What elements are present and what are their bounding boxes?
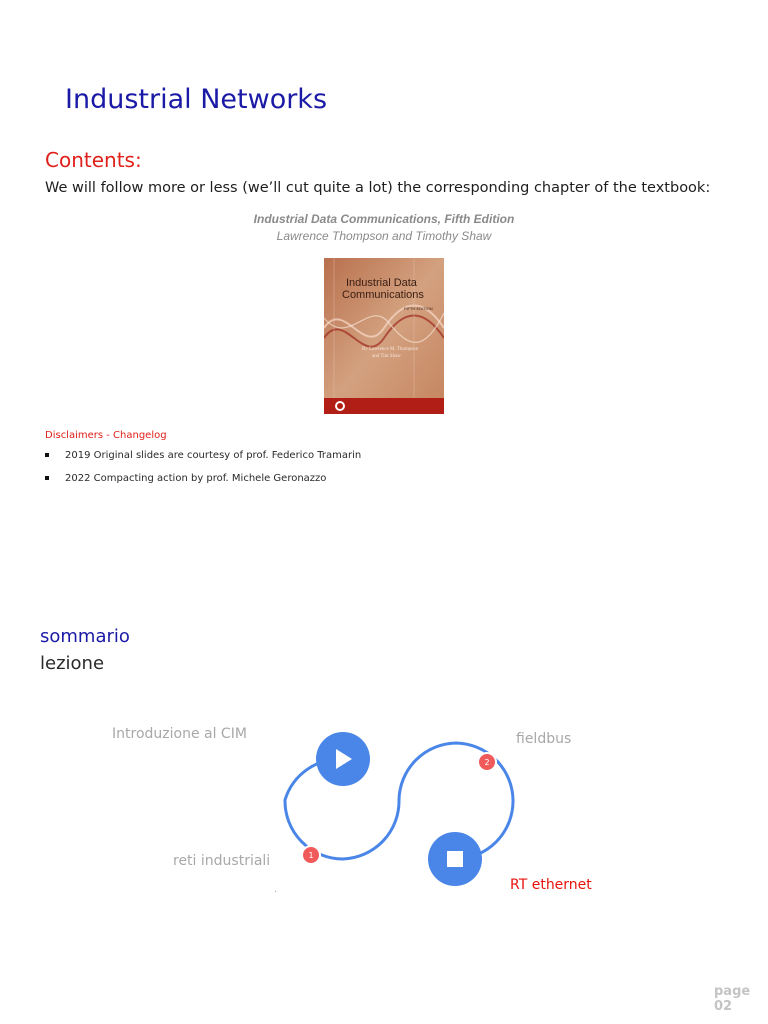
cover-authors-line1: By Lawrence M. Thompson <box>362 347 419 352</box>
disclaimers-list <box>45 450 361 496</box>
page-word: page <box>714 984 751 999</box>
badge-2 <box>478 753 496 771</box>
cover-title-line2: Communications <box>342 289 424 301</box>
label-fieldbus: fieldbus <box>516 731 572 747</box>
page-digits: 02 <box>714 999 733 1014</box>
badge-1 <box>302 846 320 864</box>
disclaimers-heading: Disclaimers - Changelog <box>45 430 167 441</box>
book-cover-image <box>324 258 444 414</box>
badge-2-label: 2 <box>484 758 490 767</box>
intro-text: We will follow more or less (we’ll cut quite a lot) the corresponding chapter of the textbook: <box>45 180 711 196</box>
contents-heading: Contents: <box>45 148 142 172</box>
cover-title-line1: Industrial Data <box>346 277 417 289</box>
list-item <box>45 450 361 473</box>
end-node[interactable] <box>428 832 482 886</box>
stop-icon <box>447 851 463 867</box>
list-item <box>45 473 361 496</box>
label-reti-industriali: reti industriali <box>173 853 271 869</box>
cover-edition: FIFTH EDITION <box>404 306 433 311</box>
disclaimer-text: 2022 Compacting action by prof. Michele Geronazzo <box>65 473 327 484</box>
cover-authors-line2: and Tim Shaw <box>372 354 401 359</box>
summary-subheading: lezione <box>40 653 105 674</box>
page-number <box>714 984 750 1014</box>
label-intro-cim: Introduzione al CIM <box>112 726 247 742</box>
label-dot: . <box>274 884 278 895</box>
badge-1-label: 1 <box>308 851 314 860</box>
slide-title: Industrial Networks <box>65 84 328 115</box>
summary-heading: sommario <box>40 626 130 647</box>
bullet-icon <box>45 453 49 457</box>
book-title: Industrial Data Communications, Fifth Edition <box>253 212 515 226</box>
start-node[interactable] <box>316 732 370 786</box>
book-authors: Lawrence Thompson and Timothy Shaw <box>276 229 492 243</box>
label-rt-ethernet: RT ethernet <box>510 877 592 893</box>
roadmap-diagram <box>0 700 768 920</box>
bullet-icon <box>45 476 49 480</box>
disclaimer-text: 2019 Original slides are courtesy of prof. Federico Tramarin <box>65 450 362 461</box>
